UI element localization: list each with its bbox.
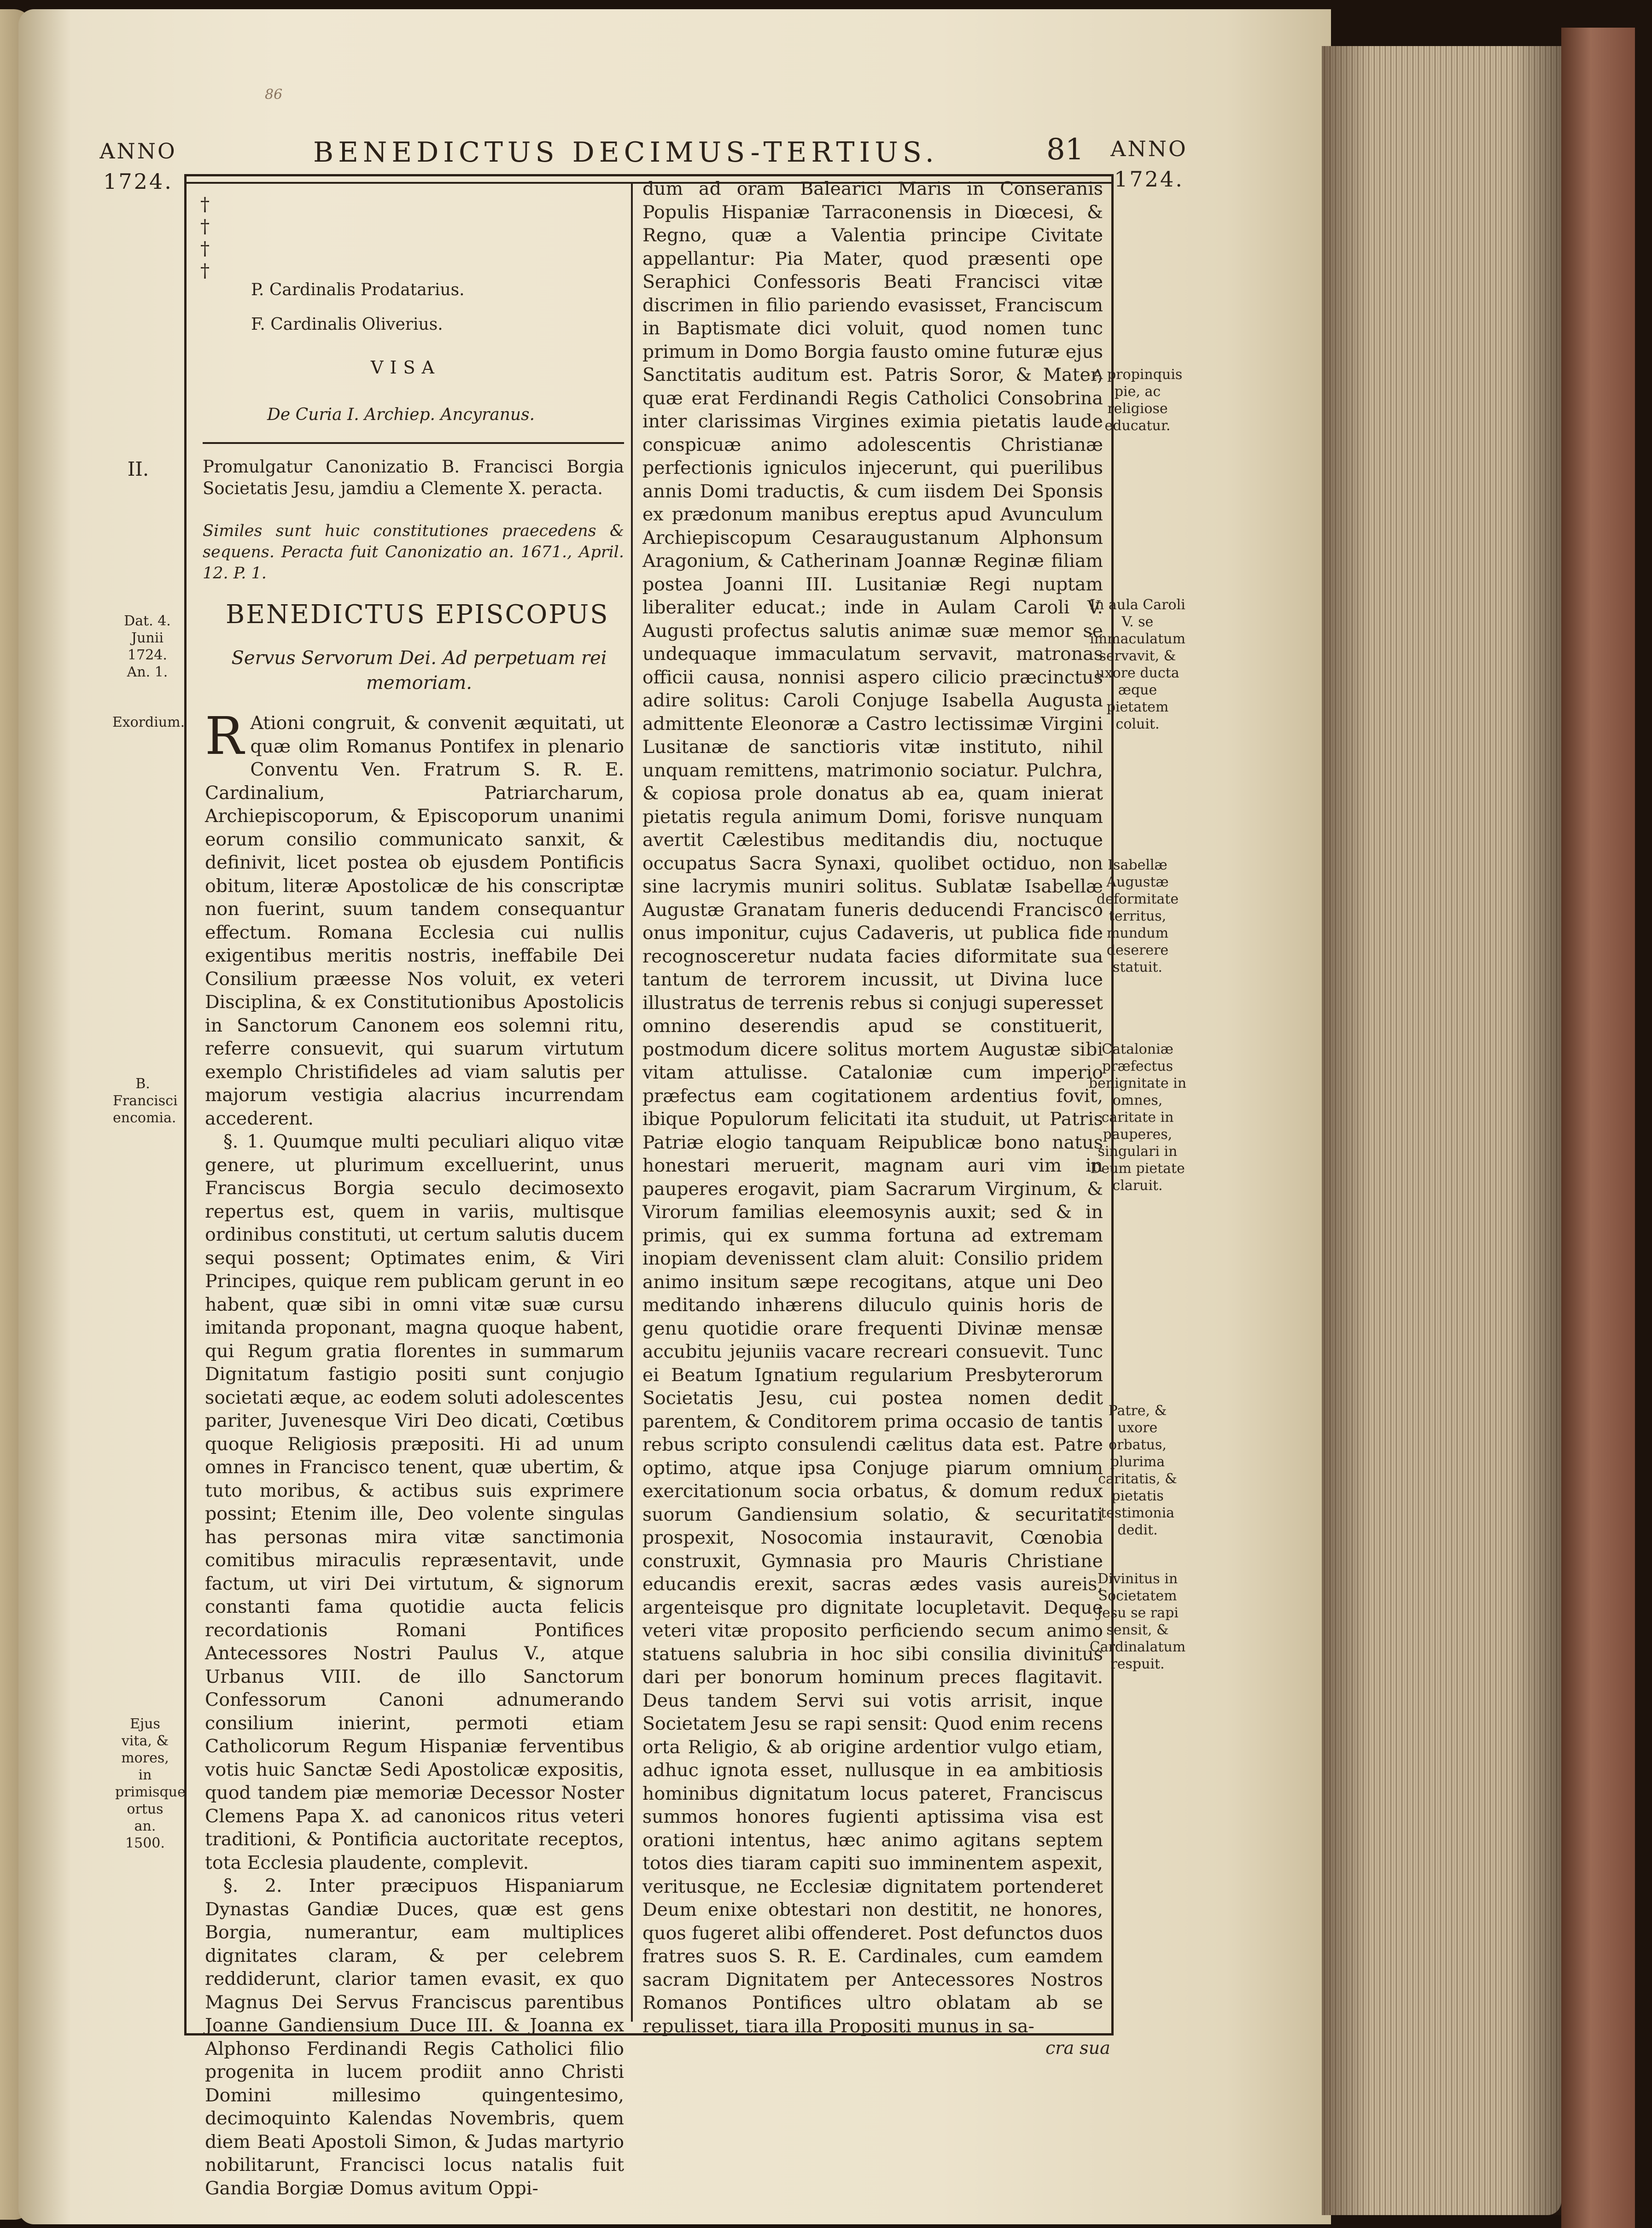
- section-heading: Promulgatur Canonizatio B. Francisci Borgia Societatis Jesu, jamdiu a Clemente X. peracta.: [203, 457, 624, 498]
- drop-cap: R: [205, 706, 244, 766]
- running-head-title: BENEDICTUS DECIMUS-TERTIUS.: [313, 136, 939, 169]
- rule-under-curia: [203, 442, 624, 444]
- margin-note-educatur: A propinquis pie, ac religiose educatur.: [1092, 367, 1183, 434]
- paragraph-2: §. 2. Inter præcipuos Hispaniarum Dynastas Gandiæ Duces, quæ est gens Borgia, numerantur, eam multiplices dignitates claram, & per celebrem reddiderunt, clarior tamen evasit, ex quo Magnus Dei Servus Franciscus parentibus Joanne Gandiensium Duce III. & Joanna ex Alphonso Ferdinandi Regis Catholici filio progenita in lucem prodiit anno Christi Domini millesimo quingentesimo, decimoquinto Kalendas Novembris, quem diem Beati Apostoli Simon, & Judas martyrio nobilitarunt, Francisci locus natalis fuit Gandia Borgiæ Domus avitum Oppi-: [205, 1875, 624, 2199]
- running-head-year-left: [90, 136, 187, 197]
- page-edges-shadow: [1322, 46, 1561, 2215]
- visa-label: VISA: [371, 357, 441, 378]
- margin-note-isabella: Isabellæ Augustæ deformitate territus, mundum deserere statuit.: [1096, 857, 1179, 975]
- signature-prodatarius: P. Cardinalis Prodatarius.: [251, 280, 465, 299]
- page-number: 81: [1046, 133, 1084, 167]
- running-head-year-right: [1105, 134, 1193, 194]
- benedictus-episcopus: BENEDICTUS EPISCOPUS: [226, 600, 609, 630]
- exordium-paragraph: [205, 706, 624, 1130]
- year-left: 1724.: [103, 169, 173, 194]
- year-right: 1724.: [1114, 167, 1184, 192]
- left-column-body: [205, 706, 624, 2200]
- exordium-text: Ationi congruit, & convenit æquitati, ut quæ olim Romanus Pontifex in plenario Conventu Ven. Fratrum S. R. E. Cardinalium, Patriarcharum, Archiepiscoporum, & Episcoporum unanimi eorum consilio communicato sanxit, & definivit, licet postea ob ejusdem Pontificis obitum, literæ Apostolicæ de his conscriptæ non fuerint, suum tandem consequantur effectum. Romana Ecclesia cui nullis exigentibus meritis nostris, ineffabile Dei Consilium præesse Nos voluit, ex veteri Disciplina, & ex Constitutionibus Apostolicis in Sanctorum Canonem eos solemni ritu, referre consuevit, qui suarum virtutum exemplo Christifideles ad viam salutis per majorum vestigia alacrius incurrendam accederent.: [205, 712, 624, 1129]
- section-number: II.: [127, 458, 149, 480]
- crosses: † † † †: [200, 194, 210, 281]
- paragraph-1: §. 1. Quumque multi peculiari aliquo vitæ genere, ut plurimum excelluerint, unus Franciscus Borgia seculo decimosexto repertus est, quem in variis, multisque ordinibus constituti, ut certum salutis ducem sequi possent; Optimates enim, & Viri Principes, quique rem publicam gerunt in eo habent, quæ sibi in omni vitæ suæ cursu imitanda proponant, magna quoque habent, qui Regum gratia florentes in summarum Dignitatum fastigio positi sunt conjugio societati æque, ac eodem soluti adolescentes pariter, Juvenesque Viri Deo dicati, Cœtibus quoque Religiosis præpositi. Hi ad unum omnes in Francisco tenent, quæ ubertim, & tuto moribus, & actibus suis exprimere possint; Etenim ille, Deo volente singulas has personas mira vitæ sanctimonia comitibus miraculis repræsentavit, unde factum, ut viri Dei virtutum, & signorum constanti fama quotidie aucta felicis recordationis Romani Pontifices Antecessores Nostri Paulus V., atque Urbanus VIII. de illo Sanctorum Confessorum Canoni adnumerando consilium inierint, permoti etiam Catholicorum Regum Hispaniæ ferventibus votis huic Sanctæ Sedi Apostolicæ expositis, quod tandem piæ memoriæ Decessor Noster Clemens Papa X. ad canonicos ritus veteri traditioni, & Pontificia auctoritate receptos, tota Ecclesia plaudente, complevit.: [205, 1131, 624, 1873]
- similes-note: Similes sunt huic constitutiones praecedens & sequens. Peracta fuit Canonizatio an. 1671., April. 12. P. 1.: [203, 522, 624, 583]
- margin-note-catalonia: Cataloniæ præfectus benignitate in omnes, caritate in pauperes, singulari in Deum pietate claruit.: [1088, 1041, 1187, 1194]
- catchword: cra sua: [1045, 2038, 1110, 2058]
- margin-date-note: Dat. 4. Junii 1724. An. 1.: [124, 613, 171, 680]
- pencil-mark: 86: [265, 87, 283, 103]
- margin-encomia: B. Francisci encomia.: [113, 1076, 178, 1126]
- right-column-body: dum ad oram Balearici Maris in Conseranis Populis Hispaniæ Tarraconensis in Diœcesi, & Regno, quæ a Valentia principe Civitate appellantur: Pia Mater, quod præsenti ope Seraphici Confessoris Beati Francisci vitæ discrimen in filio pariendo evasisset, Franciscum in Baptismate dici voluit, quod nomen tunc primum in Domo Borgia fausto omine futuræ ejus Sanctitatis auditum est. Patris Soror, & Mater, quæ erat Ferdinandi Regis Catholici Consobrina inter clarissimas Virgines eximia pietatis laude conspicuæ animo adolescentis Christianæ perfectionis igniculos injecerunt, qui puerilibus annis Domi traductis, & cum iisdem Dei Sponsis ex prædonum manibus ereptus apud Avunculum Archiepiscopum Cesaraugustanum Alphonsum Aragonium, & Catherinam Joannæ Reginæ filiam postea Joanni III. Lusitaniæ Regi nuptam liberaliter educat.; inde in Aulam Caroli V. Augusti profectus salutis animæ suæ memor se undequaque immaculatum servavit, matronas officii causa, nonnisi aspero cilicio præcinctus adire solitus: Caroli Conjuge Isabella Augusta admittente Eleonoræ a Castro lectissimæ Virgini Lusitanæ de sanctioris vitæ instituto, nihil unquam remittens, matrimonio sociatur. Pulchra, & copiosa prole donatus ab ea, quam inierat pietatis regula animum Domi, forisve nunquam avertit Cælestibus meditandis diu, noctuque occupatus Sacra Synaxi, quolibet octiduo, non sine lacrymis muniri solitus. Sublatæ Isabellæ Augustæ Granatam funeris deducendi Francisco onus imponitur, cujus Cadaveris, ut publica fide recognosceretur nudata facies diformitate sua tantum de terrorem incussit, ut Divina luce illustratus de terrenis rebus si conjugi superesset omnino deserendis apud se constituerit, postmodum dicere solitus mortem Augustæ sibi vitam attulisse. Cataloniæ cum imperio præfectus eam cogitationem ardentius fovit, ibique Populorum felicitati ita studuit, ut Patris Patriæ elogio tanquam Reipublicæ bono natus honestari meruerit, magnam auri vim in pauperes erogavit, piam Sacrarum Virginum, & Virorum familias eleemosynis auxit; sed & in primis, qui ex summa fortuna ad extremam inopiam devenissent clam aluit: Consilio pridem animo insitum sæpe recogitans, atque uni Deo meditando inhærens diluculo quinis horis de genu quotidie orare frequenti Divinæ mensæ accubitu jejuniis vacare recreari consuevit. Tunc ei Beatum Ignatium regularium Presbyterorum Societatis Jesu, cui postea nomen dedit parentem, & Conditorem prima occasio de tantis rebus scripto consulendi cælitus data est. Patre optimo, atque ipsa Conjuge piarum omnium exercitationum socia orbatus, & domum redux suorum Gandiensium solatio, & securitati prospexit, Nosocomia instauravit, Cœnobia construxit, Gymnasia pro Mauris Christiane educandis erexit, sacras ædes vasis aureis, argenteisque pro dignitate locupletavit. Deque veteri vitæ proposito perficiendo secum animo statuens salubria in hoc sibi consilia divinitus dari per bonorum hominum preces flagitavit. Deus tandem Servi sui votis arrisit, inque Societatem Jesu se rapi sensit: Quod enim recens orta Religio, & ab origine ardentior vulgo etiam, adhuc ignota esset, nullusque in ea ambitiosis hominibus dignitatum locus pateret, Franciscus summos honores fugienti aptissima visa est orationi intentus, hæc animo agitans septem totos dies tiaram capiti suo imminentem aspexit, veritusque, ne Ecclesiæ dignitatem portenderet Deum enixe obtestari non destitit, ne honores, quos fugeret alibi offenderet. Post defunctos duos fratres suos S. R. E. Cardinales, cum eamdem sacram Dignitatem per Antecessores Nostros Romanos Pontifices ultro oblatam ab se repulisset, tiara illa Propositi munus in sa-: [642, 178, 1103, 2037]
- margin-vita: Ejus vita, & mores, in primisque ortus an. 1500.: [115, 1716, 186, 1851]
- column-divider: [631, 182, 633, 2022]
- margin-note-orbatus: Patre, & uxore orbatus, plurima caritatis, & pietatis testimonia dedit.: [1098, 1403, 1177, 1538]
- margin-exordium: Exordium.: [112, 714, 185, 730]
- margin-note-aula: In aula Caroli V. se immaculatum servavit, & uxore ducta æque pietatem coluit.: [1090, 597, 1185, 732]
- signature-oliverius: F. Cardinalis Oliverius.: [251, 315, 443, 334]
- book-cover-edge: [1561, 28, 1635, 2228]
- margin-note-societatem: Divinitus in Societatem Jesu se rapi sensit, & Cardinalatum respuit.: [1089, 1571, 1186, 1672]
- anno-label-right: ANNO: [1110, 136, 1188, 161]
- anno-label-left: ANNO: [99, 139, 177, 163]
- curia-signature: De Curia I. Archiep. Ancyranus.: [267, 405, 535, 424]
- servus-servorum: Servus Servorum Dei. Ad perpetuam rei memoriam.: [231, 647, 607, 694]
